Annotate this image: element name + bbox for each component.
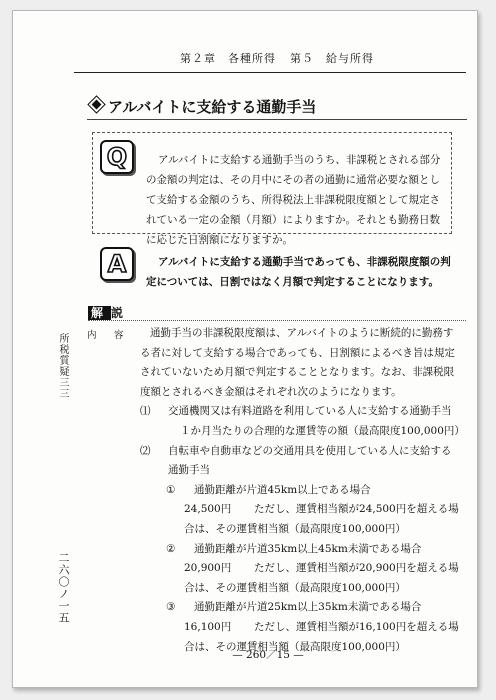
running-head-chapter: 第２章 各種所得: [180, 52, 276, 65]
sub-number: ②: [166, 542, 176, 555]
title-rule: [87, 119, 467, 120]
item-continuation: １か月当たりの合理的な運賃等の額（最高限度100,000円）: [180, 424, 465, 437]
explanation-heading-dark: 解: [88, 306, 111, 320]
running-head: [180, 50, 420, 66]
a-badge-icon: A: [100, 247, 134, 281]
sub-item: [140, 540, 460, 560]
page-number: — 260／15 —: [232, 649, 304, 661]
sub-number: ③: [166, 601, 176, 614]
item-number: ⑴: [140, 405, 151, 418]
q-badge-icon: Q: [100, 140, 134, 174]
amount-note: ただし、運賃相当額が24,500円を超える場合は、その運賃相当額（最高限度100,000円）: [184, 503, 459, 535]
sub-number: ①: [166, 483, 176, 496]
section-title: [87, 96, 316, 117]
item-text: 自転車や自動車などの交通用具を使用している人に支給する通勤手当: [168, 444, 452, 477]
list-item: [140, 402, 460, 422]
amount-yen: 20,900円: [184, 562, 232, 575]
explanation-body: [140, 324, 465, 657]
amount-yen: 16,100円: [184, 620, 232, 633]
sub-text: 通勤距離が片道35km以上45km未満である場合: [194, 542, 422, 555]
running-head-section: 第５ 給与所得: [290, 52, 374, 65]
header-rule: [74, 72, 466, 73]
question-text: アルバイトに支給する通勤手当のうち、非課税とされる部分の金額の判定は、その月中にその者の通勤に通常必要な額として支給する金額のうち、所得税法上非課税限度額として規定されている一定の金額（月額）によりますか。それとも勤務日数に応じた日割額になりますか。: [146, 154, 441, 246]
item-number: ⑵: [140, 444, 151, 457]
margin-ref-left: 所税質疑三三: [57, 333, 68, 399]
diamond-icon: [87, 95, 105, 113]
side-label: 内 容: [87, 330, 128, 341]
answer-text: アルバイトに支給する通勤手当であっても、非課税限度額の判定については、日割ではなく月額で判定することになります。: [146, 256, 451, 288]
explanation-heading-rest: 説: [111, 306, 130, 320]
sub-item: [140, 481, 460, 501]
section-title-text: アルバイトに支給する通勤手当: [108, 98, 317, 116]
sub-text: 通勤距離が片道45km以上である場合: [194, 483, 371, 496]
list-item: [140, 442, 460, 481]
sub-text: 通勤距離が片道25km以上35km未満である場合: [194, 601, 422, 614]
margin-ref-page: 二六〇ノ一五: [57, 552, 70, 624]
sub-amount: [140, 559, 460, 598]
explanation-heading: [88, 304, 129, 321]
explanation-paragraph: 通勤手当の非課税限度額は、アルバイトのように断続的に勤務する者に対して支給する場合であっても、日割額によるべき旨は規定されていないため月額で判定することとなります。なお、非課税限度額とされるべき金額はそれぞれ次のようになります。: [140, 327, 455, 398]
sub-item: [140, 598, 460, 618]
amount-note: ただし、運賃相当額が20,900円を超える場合は、その運賃相当額（最高限度100,000円）: [184, 562, 459, 594]
explanation-rule: [88, 320, 466, 321]
amount-note: ただし、運賃相当額が16,100円を超える場合は、その運賃相当額（最高限度100,000円）: [184, 620, 459, 653]
amount-yen: 24,500円: [184, 503, 232, 516]
sub-amount: [140, 500, 460, 539]
item-text: 交通機関又は有料道路を利用している人に支給する通勤手当: [168, 405, 452, 418]
